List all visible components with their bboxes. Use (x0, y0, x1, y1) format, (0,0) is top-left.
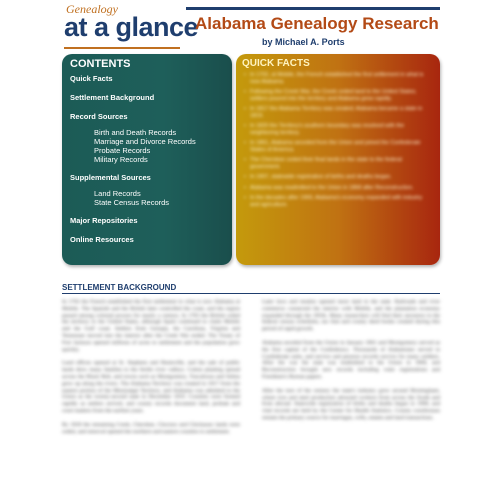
toc-record-sources[interactable]: Record Sources (70, 112, 128, 121)
document-title: Alabama Genealogy Research (195, 14, 439, 33)
header (0, 0, 500, 58)
brand-tagline: Genealogy (66, 2, 118, 16)
toc-major-repositories[interactable]: Major Repositories (70, 216, 138, 225)
toc-settlement-background[interactable]: Settlement Background (70, 93, 155, 102)
toc-probate-records[interactable]: Probate Records (94, 146, 151, 155)
fact-item: • In 1817 the Alabama Territory was created; Alabama became a state in 1819. (244, 106, 432, 119)
fact-item: • In 1861, Alabama seceded from the Union and joined the Confederate States of America. (244, 140, 432, 153)
body-paragraph: By 1830 the remaining Creek, Cherokee, Choctaw and Chickasaw lands were ceded, and removal opened the northern and eastern counties to settlement. (62, 421, 240, 435)
contents-panel (62, 54, 232, 265)
contents-title: CONTENTS (70, 58, 131, 70)
fact-item: • Following the Creek War, the Creek ceded land to the United States; settlers poured into the territory and Alabama grew rapidly. (244, 89, 432, 102)
quick-facts-title: QUICK FACTS (242, 58, 310, 69)
section-divider (62, 293, 440, 294)
quick-facts-list (244, 72, 432, 212)
toc-quick-facts[interactable]: Quick Facts (70, 74, 113, 83)
toc-supplemental-sources[interactable]: Supplemental Sources (70, 173, 151, 182)
brand-logo-text: at a glance (64, 12, 199, 42)
body-paragraph: After the turn of the century the state's industry grew around Birmingham, where iron and steel production attracted workers from across the South and from abroad. Statewide registration of births and deaths began in 1908, and vital records are held by the Center for Health Statistics. County courthouses remain the primary source for marriages, wills, estates and land transactions. (262, 387, 440, 421)
body-paragraph: Land offices opened at St. Stephens and Huntsville, and the sale of public lands drew many families to the fertile river valleys. Cotton planting spread across the Black Belt, and towns such as Montgomery, Tuscaloosa and Selma grew up along the rivers. The Alabama Territory was created in 1817 from the eastern portion of the Mississippi Territory, and Alabama was admitted to the Union as the twenty-second state in December 1819. Counties were formed rapidly as settlers arrived, and county records document land, probate and court matters from the earliest years. (62, 360, 240, 414)
body-paragraph: In 1702 the French established the first settlement in what is now Alabama at Mobile. The Spanish and the British later controlled the coast, and the region passed among colonial powers for nearly a century. In 1783 the British ceded the territory to the United States, although Spain continued to claim Mobile and the Gulf coast. Settlers from Georgia, the Carolinas, Virginia and Tennessee moved into the interior after the Creek War ended. The Treaty of Fort Jackson opened millions of acres to settlement and the population grew quickly. (62, 299, 240, 353)
fact-item: • In 1907, statewide registration of births and deaths began. (244, 174, 432, 181)
toc-state-census-records[interactable]: State Census Records (94, 198, 170, 207)
quick-facts-panel (236, 54, 440, 265)
table-of-contents (70, 74, 230, 254)
document-author: by Michael A. Ports (262, 37, 345, 47)
toc-record-sources-group (70, 128, 230, 164)
body-paragraph: Alabama seceded from the Union in January 1861 and Montgomery served as the first capital of the Confederacy. Thousands of Alabamians served in Confederate units, and service and pension records survive for many soldiers. After the war the state was readmitted to the Union in 1868, and Reconstruction brought new records including voter registrations and Freedmen's Bureau papers. (262, 339, 440, 380)
settlement-background-heading: SETTLEMENT BACKGROUND (62, 283, 177, 292)
toc-marriage-divorce-records[interactable]: Marriage and Divorce Records (94, 137, 196, 146)
body-paragraph: Later laws and treaties opened more land in the state. Railroads and river commerce connected the interior with Mobile, and the plantation economy expanded through the 1850s. Many researchers will find their ancestors in the federal census schedules, tax lists and county deed books created during this period of rapid growth. (262, 299, 440, 333)
fact-item: • Alabama was readmitted to the Union in 1868 after Reconstruction. (244, 185, 432, 192)
fact-item: • In 1702, at Mobile, the French established the first settlement in what is now Alabama. (244, 72, 432, 85)
toc-military-records[interactable]: Military Records (94, 155, 148, 164)
toc-birth-death-records[interactable]: Birth and Death Records (94, 128, 177, 137)
header-rule (186, 7, 440, 10)
body-column-right (262, 299, 440, 497)
toc-supplemental-group (70, 189, 230, 207)
body-column-left (62, 299, 240, 497)
brand-underline (64, 47, 180, 49)
toc-land-records[interactable]: Land Records (94, 189, 141, 198)
fact-item: • In 1820 the Territory's southern boundary was resolved with the neighboring territory. (244, 123, 432, 136)
fact-item: • In the decades after 1900, Alabama's economy expanded with industry and agriculture. (244, 195, 432, 208)
toc-online-resources[interactable]: Online Resources (70, 235, 134, 244)
fact-item: • The Cherokee ceded their final lands in the state to the federal government. (244, 157, 432, 170)
